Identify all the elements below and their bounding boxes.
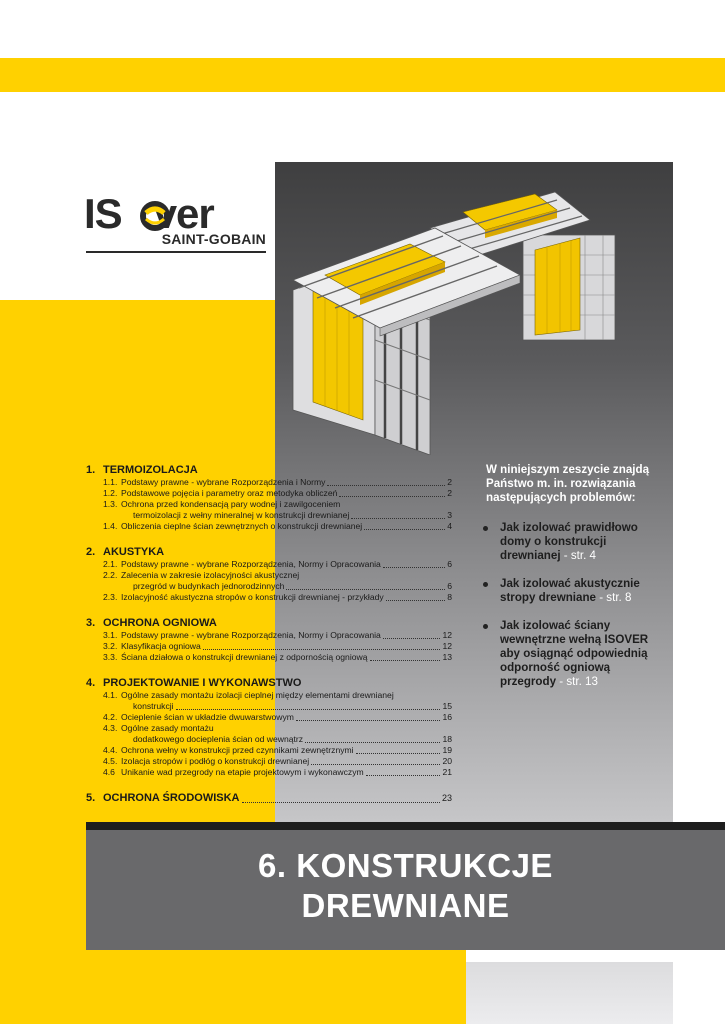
- toc-item-text: Ogólne zasady montażu izolacji cieplnej między elementami drewnianej: [121, 690, 394, 700]
- toc-section-name: PROJEKTOWANIE I WYKONAWSTWO: [103, 677, 302, 689]
- toc-item-number: 1.1.: [103, 477, 118, 487]
- toc-section-name: TERMOIZOLACJA: [103, 464, 198, 476]
- toc-item: [86, 652, 452, 663]
- timber-frame-illustration: [285, 180, 635, 455]
- toc-item-number: 1.2.: [103, 488, 118, 498]
- toc-section-name: OCHRONA ŚRODOWISKA: [103, 792, 240, 804]
- logo-subtitle: SAINT-GOBAIN: [161, 231, 266, 247]
- page-title: [86, 846, 725, 926]
- toc-item-text: Izolacyjność akustyczna stropów o konstrukcji drewnianej - przykłady: [121, 592, 384, 602]
- toc-item-text: Zalecenia w zakresie izolacyjności akustycznej: [121, 570, 300, 580]
- toc-item: [86, 745, 452, 756]
- toc-item-page: 12: [442, 641, 452, 651]
- toc-item-number: 3.3.: [103, 652, 118, 662]
- toc-section-title: [86, 677, 452, 690]
- toc-item-page: 16: [442, 712, 452, 722]
- bullet-page-ref: - str. 13: [556, 675, 598, 688]
- toc-item-page: 4: [447, 521, 452, 531]
- title-banner-rule: [86, 822, 725, 830]
- bullet-dot-icon: [483, 624, 488, 629]
- toc-item: [86, 477, 452, 488]
- logo-rule: [86, 251, 266, 253]
- toc-item-page: 19: [442, 745, 452, 755]
- sidebar-intro: W niniejszym zeszycie znajdą Państwo m. in. rozwiązania następujących problemów:: [486, 463, 650, 504]
- toc-item-text: konstrukcji: [133, 701, 174, 711]
- toc-item-page: 2: [447, 488, 452, 498]
- toc-item: [86, 559, 452, 570]
- toc-item-text: Ogólne zasady montażu: [121, 723, 214, 733]
- bullet-dot-icon: [483, 526, 488, 531]
- toc-item-text: Obliczenia cieplne ścian zewnętrznych o konstrukcji drewnianej: [121, 521, 363, 531]
- toc-section-number: 2.: [86, 546, 96, 558]
- toc-item-page: 21: [442, 767, 452, 777]
- toc-item: [86, 723, 452, 745]
- toc-section-name: AKUSTYKA: [103, 546, 165, 558]
- sidebar-summary: [486, 463, 664, 703]
- toc-item-number: 3.1.: [103, 630, 118, 640]
- toc-item-text: Ochrona przed kondensacją pary wodnej i zawilgoceniem: [121, 499, 341, 509]
- page-title-line-2: DREWNIANE: [301, 887, 510, 924]
- toc-item-number: 2.1.: [103, 559, 118, 569]
- toc-item: [86, 592, 452, 603]
- toc-section-number: 4.: [86, 677, 96, 689]
- top-yellow-stripe: [0, 58, 725, 92]
- toc-item: [86, 570, 452, 592]
- toc-section-number: 3.: [86, 617, 96, 629]
- toc-item-page: 6: [447, 581, 452, 591]
- toc-item-number: 4.4.: [103, 745, 118, 755]
- logo-word-start: IS: [84, 190, 122, 237]
- bullet-dot-icon: [483, 582, 488, 587]
- toc-item-text: Podstawy prawne - wybrane Rozporządzenia i Normy: [121, 477, 326, 487]
- toc-item-page: 18: [442, 734, 452, 744]
- toc-item-text: Ochrona wełny w konstrukcji przed czynnikami zewnętrznymi: [121, 745, 354, 755]
- toc-item: [86, 756, 452, 767]
- toc-section-termoizolacja: [86, 464, 452, 532]
- toc-item: [86, 521, 452, 532]
- page-title-line-1: 6. KONSTRUKCJE: [258, 847, 553, 884]
- logo-swirl-icon: [140, 201, 170, 231]
- toc-item-number: 4.1.: [103, 690, 118, 700]
- toc-item: [86, 767, 452, 778]
- toc-item-number: 4.6: [103, 767, 115, 777]
- toc-item-number: 4.5.: [103, 756, 118, 766]
- toc-item-text: dodatkowego docieplenia ścian od wewnątrz: [133, 734, 304, 744]
- toc-section-projektowanie: [86, 677, 452, 778]
- toc-item: [86, 690, 452, 712]
- toc-item-number: 4.2.: [103, 712, 118, 722]
- toc-section-title: [86, 464, 452, 477]
- toc-section-number: 5.: [86, 792, 96, 804]
- toc-item-page: 12: [442, 630, 452, 640]
- toc-item-page: 15: [442, 701, 452, 711]
- toc-section-akustyka: [86, 546, 452, 603]
- toc-section-page: 23: [441, 793, 452, 803]
- bullet-text: Jak izolować akustycznie stropy drewniane: [500, 577, 640, 604]
- bullet-text: Jak izolować prawidłowo domy o konstrukcji drewnianej: [500, 521, 638, 562]
- sidebar-bullet: [486, 577, 664, 605]
- toc-item: [86, 641, 452, 652]
- toc-item: [86, 499, 452, 521]
- toc-item-number: 1.4.: [103, 521, 118, 531]
- toc-item-page: 20: [442, 756, 452, 766]
- toc-item: [86, 630, 452, 641]
- sidebar-bullet: [486, 619, 664, 689]
- toc-section-number: 1.: [86, 464, 96, 476]
- toc-item-number: 3.2.: [103, 641, 118, 651]
- toc-item-text: termoizolacji z wełny mineralnej w konstrukcji drewnianej: [133, 510, 350, 520]
- gray-bottom-strip: [466, 962, 673, 1024]
- toc-item-text: Ściana działowa o konstrukcji drewnianej z odpornością ogniową: [121, 652, 368, 662]
- bullet-text: Jak izolować ściany wewnętrzne wełną ISOVER aby osiągnąć odpowiednią odporność ogniową przegrody: [500, 619, 649, 688]
- toc-item-text: Izolacja stropów i podłóg o konstrukcji drewnianej: [121, 756, 310, 766]
- toc-item-number: 1.3.: [103, 499, 118, 509]
- table-of-contents: [86, 464, 452, 819]
- bullet-page-ref: - str. 4: [560, 549, 596, 562]
- logo-word-end: ver: [153, 190, 214, 237]
- toc-item-number: 2.2.: [103, 570, 118, 580]
- bullet-page-ref: - str. 8: [596, 591, 632, 604]
- toc-item-text: Podstawy prawne - wybrane Rozporządzenia, Normy i Opracowania: [121, 630, 381, 640]
- toc-item-text: Ocieplenie ścian w układzie dwuwarstwowym: [121, 712, 294, 722]
- toc-section-name: OCHRONA OGNIOWA: [103, 617, 217, 629]
- toc-item-number: 2.3.: [103, 592, 118, 602]
- sidebar-bullet-list: [486, 521, 664, 689]
- toc-section-title: [86, 546, 452, 559]
- toc-item-page: 8: [447, 592, 452, 602]
- toc-section-ochrona-srodowiska: [86, 792, 452, 805]
- toc-item-text: Podstawowe pojęcia i parametry oraz metodyka obliczeń: [121, 488, 338, 498]
- toc-section-title: [86, 792, 452, 805]
- isover-logo: [84, 190, 266, 257]
- toc-item-text: przegród w budynkach jednorodzinnych: [133, 581, 285, 591]
- toc-item-page: 3: [447, 510, 452, 520]
- toc-section-ochrona-ogniowa: [86, 617, 452, 663]
- toc-item: [86, 488, 452, 499]
- toc-item-text: Podstawy prawne - wybrane Rozporządzenia, Normy i Opracowania: [121, 559, 381, 569]
- toc-item-number: 4.3.: [103, 723, 118, 733]
- toc-item-page: 13: [442, 652, 452, 662]
- toc-section-title: [86, 617, 452, 630]
- sidebar-bullet: [486, 521, 664, 563]
- toc-item-text: Unikanie wad przegrody na etapie projektowym i wykonawczym: [121, 767, 364, 777]
- toc-item-page: 2: [447, 477, 452, 487]
- toc-item: [86, 712, 452, 723]
- toc-item-text: Klasyfikacja ogniowa: [121, 641, 201, 651]
- toc-item-page: 6: [447, 559, 452, 569]
